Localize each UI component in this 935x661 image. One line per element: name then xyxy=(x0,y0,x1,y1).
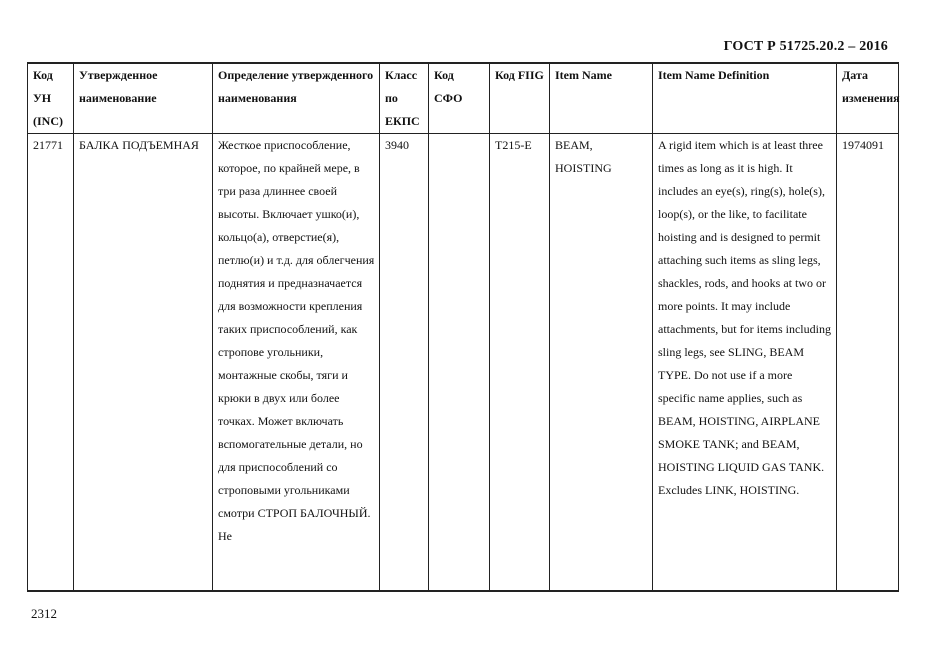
header-item-name-definition: Item Name Definition xyxy=(653,63,837,134)
header-sfo: Код СФО xyxy=(429,63,490,134)
header-definition-ru: Определение утвержденного наименования xyxy=(213,63,380,134)
cell-approved-name: БАЛКА ПОДЪЕМНАЯ xyxy=(74,134,213,592)
header-inc: Код УН (INC) xyxy=(28,63,74,134)
header-item-name: Item Name xyxy=(550,63,653,134)
page-number: 2312 xyxy=(31,606,57,621)
cell-fiig: T215-E xyxy=(490,134,550,592)
item-name-table xyxy=(27,62,899,592)
cell-class: 3940 xyxy=(380,134,429,592)
table-row xyxy=(28,134,899,592)
cell-item-name: BEAM, HOISTING xyxy=(550,134,653,592)
cell-date: 1974091 xyxy=(837,134,899,592)
header-date: Дата изменения xyxy=(837,63,899,134)
header-fiig: Код FIIG xyxy=(490,63,550,134)
cell-definition-en: A rigid item which is at least three times as long as it is high. It includes an eye(s), ring(s), hole(s), loop(s), or the like, to facilitate hoisting and is designed to permit attaching such items as sling legs, shackles, rods, and hooks at two or more points. It may include attachments, but for items including sling legs, see SLING, BEAM TYPE. Do not use if a more specific name applies, such as BEAM, HOISTING, AIRPLANE SMOKE TANK; and BEAM, HOISTING LIQUID GAS TANK. Excludes LINK, HOISTING. xyxy=(653,134,837,592)
header-approved-name: Утвержденное наименование xyxy=(74,63,213,134)
table-header-row xyxy=(28,63,899,134)
cell-inc: 21771 xyxy=(28,134,74,592)
cell-definition-ru: Жесткое приспособление, которое, по крайней мере, в три раза длиннее своей высоты. Включает ушко(и), кольцо(а), отверстие(я), петлю(и) и т.д. для облегчения поднятия и предназначается для возможности крепления таких приспособлений, как стропове угольники, монтажные скобы, тяги и крюки в двух или более точках. Может включать вспомогательные детали, но для приспособлений со строповыми угольниками смотри СТРОП БАЛОЧНЫЙ. Не xyxy=(213,134,380,592)
cell-sfo xyxy=(429,134,490,592)
document-standard-title: ГОСТ Р 51725.20.2 – 2016 xyxy=(723,39,888,54)
header-class: Класс по ЕКПС xyxy=(380,63,429,134)
